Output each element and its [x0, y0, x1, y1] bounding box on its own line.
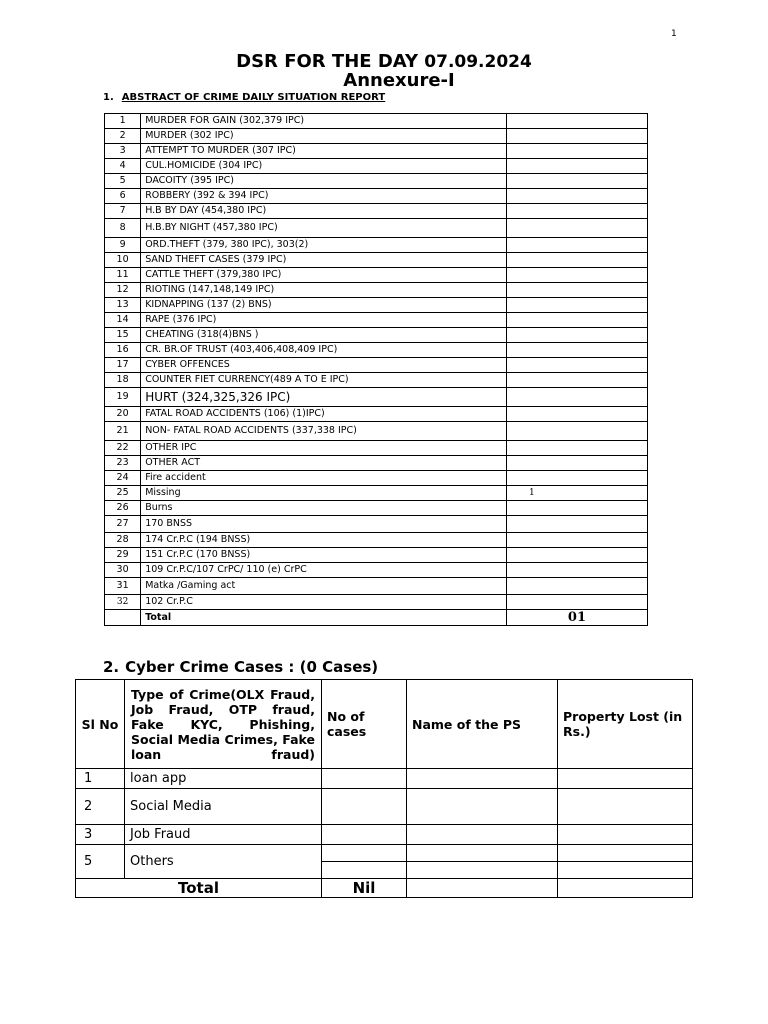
crime-row-label: ATTEMPT TO MURDER (307 IPC) [141, 144, 507, 159]
cyber-row-ps [407, 769, 558, 789]
cyber-row [76, 769, 693, 789]
crime-row-value [506, 144, 647, 159]
header-sl-no [76, 680, 125, 769]
cyber-row-cases [322, 825, 407, 845]
crime-row [105, 328, 648, 343]
cyber-row-sl: 1 [76, 769, 125, 789]
crime-row [105, 578, 648, 595]
crime-row-label: MURDER (302 IPC) [141, 129, 507, 144]
crime-row [105, 268, 648, 283]
crime-row [105, 114, 648, 129]
crime-row-sl: 4 [105, 159, 141, 174]
crime-row-sl: 19 [105, 388, 141, 407]
crime-row-value [506, 129, 647, 144]
section1-title: ABSTRACT OF CRIME DAILY SITUATION REPORT [121, 92, 386, 103]
page-title [0, 52, 768, 72]
crime-row [105, 219, 648, 238]
crime-row-sl: 15 [105, 328, 141, 343]
crime-row-label: Fire accident [141, 471, 507, 486]
crime-row-sl: 13 [105, 298, 141, 313]
crime-row [105, 189, 648, 204]
page-number: 1 [671, 29, 677, 39]
crime-row [105, 388, 648, 407]
crime-row-sl: 16 [105, 343, 141, 358]
header-property-lost: Property Lost (in Rs.) [558, 680, 693, 769]
crime-row-label: ROBBERY (392 & 394 IPC) [141, 189, 507, 204]
crime-row-sl: 17 [105, 358, 141, 373]
title-prefix: DSR FOR THE DAY [236, 51, 425, 72]
crime-row [105, 373, 648, 388]
crime-row-label: CATTLE THEFT (379,380 IPC) [141, 268, 507, 283]
section1-heading [103, 92, 385, 103]
crime-row-value [506, 516, 647, 533]
crime-row-sl: 32 [105, 595, 141, 610]
crime-row [105, 238, 648, 253]
crime-row-sl: 18 [105, 373, 141, 388]
crime-row-label: FATAL ROAD ACCIDENTS (106) (1)IPC) [141, 407, 507, 422]
crime-row-sl: 14 [105, 313, 141, 328]
cyber-row [76, 789, 693, 825]
crime-row-sl: 27 [105, 516, 141, 533]
crime-row-sl: 22 [105, 441, 141, 456]
cyber-row-ps [407, 845, 558, 862]
cyber-row-type: loan app [125, 769, 322, 789]
crime-row [105, 253, 648, 268]
crime-row [105, 471, 648, 486]
crime-row-value [506, 313, 647, 328]
cyber-row-property [558, 862, 693, 879]
crime-row [105, 563, 648, 578]
crime-row-label: HURT (324,325,326 IPC) [141, 388, 507, 407]
cyber-row-type: Others [125, 845, 322, 879]
crime-total-value: 01 [506, 610, 647, 626]
crime-row-value [506, 422, 647, 441]
crime-row-sl: 8 [105, 219, 141, 238]
section1-number: 1. [103, 92, 114, 103]
crime-row-label: CR. BR.OF TRUST (403,406,408,409 IPC) [141, 343, 507, 358]
crime-row-label: Matka /Gaming act [141, 578, 507, 595]
header-ps-name: Name of the PS [407, 680, 558, 769]
crime-row-sl: 30 [105, 563, 141, 578]
crime-row-label: NON- FATAL ROAD ACCIDENTS (337,338 IPC) [141, 422, 507, 441]
crime-row [105, 298, 648, 313]
cyber-row-cases [322, 845, 407, 862]
crime-row-sl: 26 [105, 501, 141, 516]
crime-row [105, 422, 648, 441]
crime-row-value [506, 189, 647, 204]
cyber-row-ps [407, 862, 558, 879]
crime-row-label: H.B.BY NIGHT (457,380 IPC) [141, 219, 507, 238]
cyber-crime-table [75, 679, 693, 898]
cyber-total-ps [407, 879, 558, 898]
crime-row-value [506, 533, 647, 548]
crime-row-value [506, 328, 647, 343]
crime-row [105, 343, 648, 358]
cyber-row [76, 845, 693, 862]
crime-row [105, 313, 648, 328]
crime-row [105, 159, 648, 174]
crime-row-sl: 9 [105, 238, 141, 253]
crime-row-label: OTHER ACT [141, 456, 507, 471]
crime-row-sl: 12 [105, 283, 141, 298]
crime-row-value [506, 298, 647, 313]
crime-row-label: SAND THEFT CASES (379 IPC) [141, 253, 507, 268]
crime-row-value [506, 456, 647, 471]
crime-row-value [506, 578, 647, 595]
crime-row-sl: 31 [105, 578, 141, 595]
cyber-row-property [558, 825, 693, 845]
crime-row-label: 102 Cr.P.C [141, 595, 507, 610]
cyber-row-property [558, 789, 693, 825]
cyber-header-row [76, 680, 693, 769]
crime-row [105, 204, 648, 219]
crime-row-value [506, 441, 647, 456]
crime-row-sl: 24 [105, 471, 141, 486]
crime-row-value [506, 407, 647, 422]
crime-row-sl: 1 [105, 114, 141, 129]
crime-row [105, 358, 648, 373]
crime-row [105, 533, 648, 548]
crime-row-value [506, 388, 647, 407]
crime-total-label: Total [141, 610, 507, 626]
section2-title: Cyber Crime Cases : (0 Cases) [125, 658, 379, 676]
crime-row-label: 174 Cr.P.C (194 BNSS) [141, 533, 507, 548]
report-date: 07.09.2024 [424, 52, 532, 72]
crime-row-sl: 28 [105, 533, 141, 548]
crime-row [105, 174, 648, 189]
crime-row-value [506, 343, 647, 358]
cyber-row-sl: 2 [76, 789, 125, 825]
crime-row-label: CUL.HOMICIDE (304 IPC) [141, 159, 507, 174]
header-sl-no-label: Sl No [81, 716, 119, 732]
crime-row-label: CYBER OFFENCES [141, 358, 507, 373]
cyber-row-cases [322, 769, 407, 789]
crime-row [105, 407, 648, 422]
header-no-of-cases: No of cases [322, 680, 407, 769]
crime-row-value: 1 [506, 486, 647, 501]
crime-row [105, 144, 648, 159]
cyber-total-property [558, 879, 693, 898]
crime-row-value [506, 358, 647, 373]
crime-row-value [506, 595, 647, 610]
crime-row-value [506, 238, 647, 253]
crime-row-label: KIDNAPPING (137 (2) BNS) [141, 298, 507, 313]
cyber-row [76, 825, 693, 845]
crime-row-label: CHEATING (318(4)BNS ) [141, 328, 507, 343]
cyber-total-label: Total [76, 879, 322, 898]
crime-row [105, 486, 648, 501]
crime-row-label: H.B BY DAY (454,380 IPC) [141, 204, 507, 219]
header-crime-type: Type of Crime(OLX Fraud, Job Fraud, OTP fraud, Fake KYC, Phishing, Social Media Crimes, Fake loan fraud) [125, 680, 322, 769]
crime-row-value [506, 501, 647, 516]
crime-row [105, 501, 648, 516]
crime-row-value [506, 174, 647, 189]
crime-row-label: RIOTING (147,148,149 IPC) [141, 283, 507, 298]
crime-row-value [506, 114, 647, 129]
crime-row-label: DACOITY (395 IPC) [141, 174, 507, 189]
crime-row-sl: 23 [105, 456, 141, 471]
crime-row-value [506, 548, 647, 563]
cyber-row-type: Job Fraud [125, 825, 322, 845]
cyber-total-value: Nil [322, 879, 407, 898]
section2-heading [103, 658, 378, 676]
cyber-row-cases [322, 862, 407, 879]
cyber-row-ps [407, 789, 558, 825]
crime-row-sl: 29 [105, 548, 141, 563]
crime-row-label: ORD.THEFT (379, 380 IPC), 303(2) [141, 238, 507, 253]
crime-row-label: MURDER FOR GAIN (302,379 IPC) [141, 114, 507, 129]
section2-number: 2. [103, 658, 120, 676]
crime-row [105, 456, 648, 471]
crime-row-label: Missing [141, 486, 507, 501]
crime-row-label: COUNTER FIET CURRENCY(489 A TO E IPC) [141, 373, 507, 388]
cyber-row-sl: 3 [76, 825, 125, 845]
crime-row [105, 516, 648, 533]
cyber-row-sl: 5 [76, 845, 125, 879]
crime-abstract-table [104, 113, 648, 626]
crime-row [105, 283, 648, 298]
crime-row-label: 170 BNSS [141, 516, 507, 533]
crime-row-value [506, 563, 647, 578]
cyber-row-property [558, 845, 693, 862]
crime-row-value [506, 283, 647, 298]
crime-row-sl: 20 [105, 407, 141, 422]
crime-row-label: Burns [141, 501, 507, 516]
crime-row-label: 151 Cr.P.C (170 BNSS) [141, 548, 507, 563]
cyber-row-cases [322, 789, 407, 825]
crime-row [105, 548, 648, 563]
crime-total-sl [105, 610, 141, 626]
crime-row-sl: 3 [105, 144, 141, 159]
crime-row-sl: 7 [105, 204, 141, 219]
crime-row [105, 129, 648, 144]
crime-row-label: RAPE (376 IPC) [141, 313, 507, 328]
crime-row [105, 441, 648, 456]
cyber-total-row [76, 879, 693, 898]
cyber-row-type: Social Media [125, 789, 322, 825]
crime-row-sl: 21 [105, 422, 141, 441]
crime-row-value [506, 204, 647, 219]
crime-row-sl: 11 [105, 268, 141, 283]
crime-row [105, 595, 648, 610]
crime-row-label: OTHER IPC [141, 441, 507, 456]
cyber-row-property [558, 769, 693, 789]
crime-row-sl: 6 [105, 189, 141, 204]
annexure-heading: Annexure-I [343, 70, 455, 91]
crime-row-value [506, 253, 647, 268]
crime-row-sl: 10 [105, 253, 141, 268]
crime-row-value [506, 268, 647, 283]
crime-row-value [506, 159, 647, 174]
crime-row-value [506, 471, 647, 486]
crime-total-row [105, 610, 648, 626]
crime-row-sl: 5 [105, 174, 141, 189]
crime-row-label: 109 Cr.P.C/107 CrPC/ 110 (e) CrPC [141, 563, 507, 578]
crime-row-value [506, 373, 647, 388]
cyber-row-ps [407, 825, 558, 845]
crime-row-sl: 2 [105, 129, 141, 144]
crime-row-sl: 25 [105, 486, 141, 501]
crime-row-value [506, 219, 647, 238]
